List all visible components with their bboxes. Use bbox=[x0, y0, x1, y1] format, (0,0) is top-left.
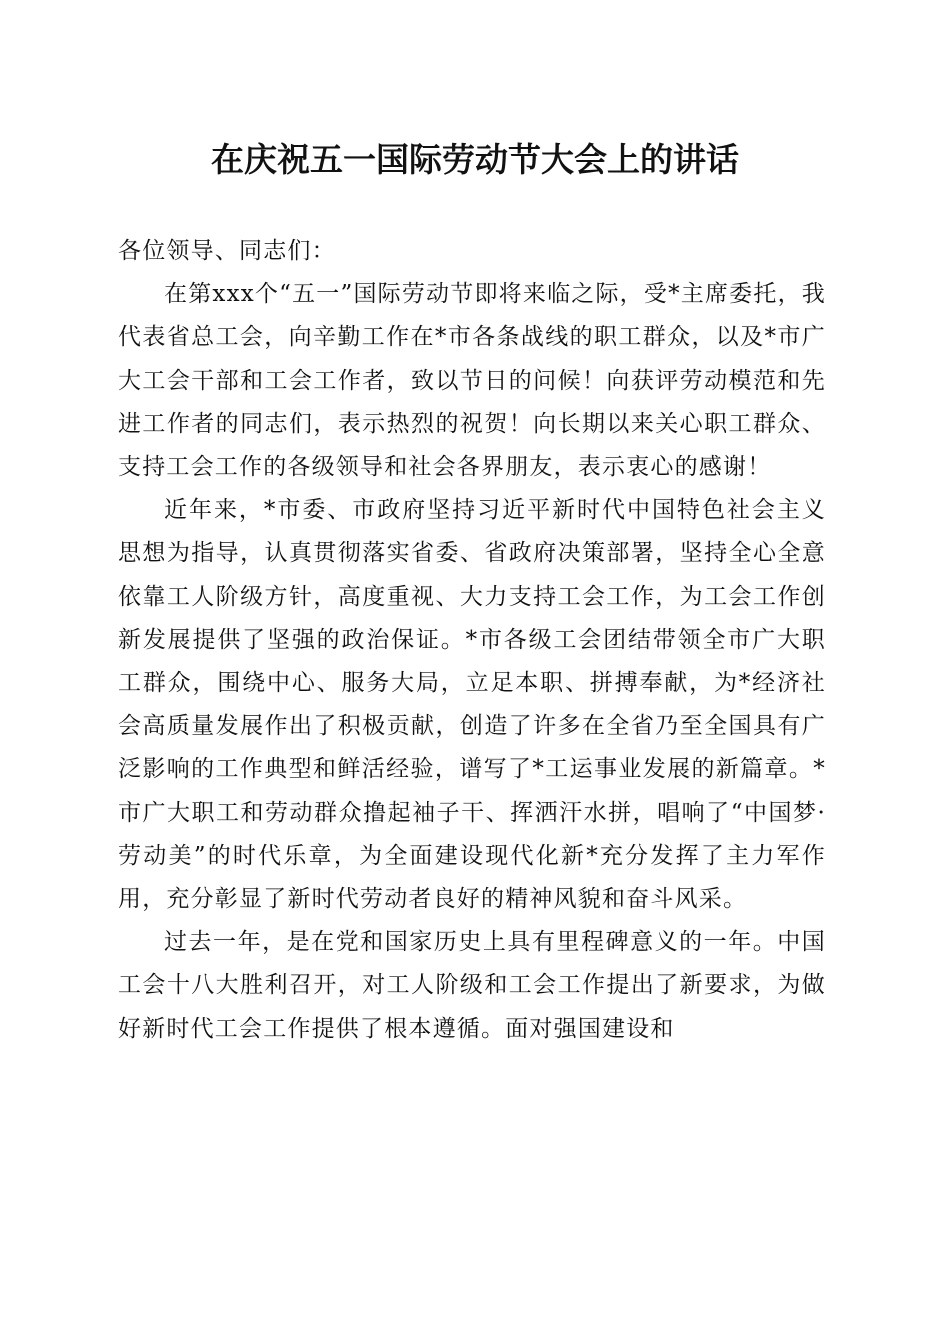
greeting-line: 各位领导、同志们： bbox=[118, 238, 336, 264]
document-body bbox=[118, 230, 826, 1051]
paragraph-3: 过去一年，是在党和国家历史上具有里程碑意义的一年。中国工会十八大胜利召开，对工人阶级和工会工作提出了新要求，为做好新时代工会工作提供了根本遵循。面对强国建设和 bbox=[118, 929, 826, 1042]
paragraph-2: 近年来，*市委、市政府坚持习近平新时代中国特色社会主义思想为指导，认真贯彻落实省委、省政府决策部署，坚持全心全意依靠工人阶级方针，高度重视、大力支持工会工作，为工会工作创新发展提供了坚强的政治保证。*市各级工会团结带领全市广大职工群众，围绕中心、服务大局，立足本职、拼搏奉献，为*经济社会高质量发展作出了积极贡献，创造了许多在全省乃至全国具有广泛影响的工作典型和鲜活经验，谱写了*工运事业发展的新篇章。*市广大职工和劳动群众撸起袖子干、挥洒汗水拼，唱响了“中国梦·劳动美”的时代乐章，为全面建设现代化新*充分发挥了主力军作用，充分彰显了新时代劳动者良好的精神风貌和奋斗风采。 bbox=[118, 497, 826, 913]
page-title: 在庆祝五一国际劳动节大会上的讲话 bbox=[211, 140, 739, 179]
paragraph-1: 在第xxx个“五一”国际劳动节即将来临之际，受*主席委托，我代表省总工会，向辛勤工作在*市各条战线的职工群众，以及*市广大工会干部和工会工作者，致以节日的问候！向获评劳动模范和先进工作者的同志们，表示热烈的祝贺！向长期以来关心职工群众、支持工会工作的各级领导和社会各界朋友，表示衷心的感谢！ bbox=[118, 281, 826, 481]
